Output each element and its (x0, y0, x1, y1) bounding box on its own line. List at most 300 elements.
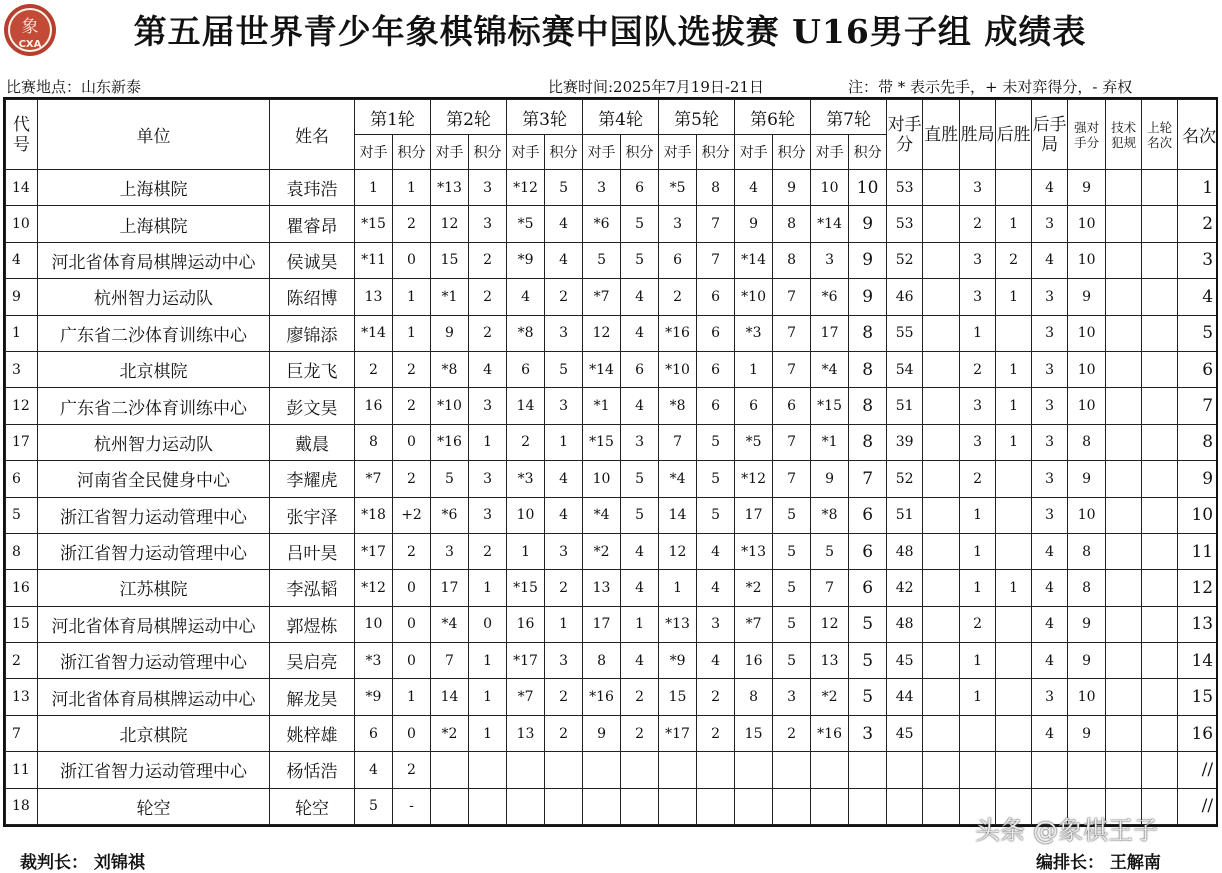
round-1-points: 1 (393, 279, 431, 315)
round-1-points: 2 (393, 388, 431, 424)
header-round-5: 第5轮 (659, 100, 735, 135)
round-5-opponent: *10 (659, 351, 697, 387)
player-name: 彭文昊 (270, 388, 355, 424)
back-wins: 1 (996, 424, 1032, 460)
player-code: 10 (6, 206, 38, 242)
round-5-points: 7 (697, 242, 735, 278)
header-back-wins: 后胜 (996, 100, 1032, 170)
cxa-logo (3, 3, 57, 57)
round-4-points: 1 (621, 606, 659, 642)
header-round-3: 第3轮 (507, 100, 583, 135)
technical-foul (1106, 388, 1142, 424)
round-1-points: +2 (393, 497, 431, 533)
round-7-opponent: *14 (811, 206, 849, 242)
wins: 3 (960, 242, 996, 278)
last-round-rank (1142, 533, 1178, 569)
round-5-points (697, 788, 735, 824)
round-6-points: 2 (773, 715, 811, 751)
round-5-points: 2 (697, 715, 735, 751)
round-5-opponent: 2 (659, 279, 697, 315)
back-games: 3 (1032, 461, 1068, 497)
round-6-points: 7 (773, 351, 811, 387)
back-games: 4 (1032, 170, 1068, 206)
table-row (6, 752, 1219, 788)
round-2-opponent: *13 (431, 170, 469, 206)
technical-foul (1106, 752, 1142, 788)
round-5-opponent: *4 (659, 461, 697, 497)
round-1-opponent: *14 (355, 315, 393, 351)
round-3-points: 1 (545, 606, 583, 642)
wins: 3 (960, 279, 996, 315)
technical-foul (1106, 279, 1142, 315)
player-code: 12 (6, 388, 38, 424)
round-6-points: 9 (773, 170, 811, 206)
round-2-opponent: *1 (431, 279, 469, 315)
round-2-opponent: *16 (431, 424, 469, 460)
wins: 1 (960, 679, 996, 715)
back-games: 4 (1032, 242, 1068, 278)
round-3-opponent: 6 (507, 351, 545, 387)
header-foul: 技术犯规 (1106, 100, 1142, 170)
round-1-points: 0 (393, 715, 431, 751)
round-1-points: 0 (393, 242, 431, 278)
player-unit: 浙江省智力运动管理中心 (38, 497, 270, 533)
strong-opponent-score: 9 (1068, 170, 1106, 206)
round-4-opponent: 8 (583, 643, 621, 679)
strong-opponent-score: 10 (1068, 206, 1106, 242)
player-unit: 河北省体育局棋牌运动中心 (38, 242, 270, 278)
header-back-games: 后手局 (1032, 100, 1068, 170)
results-table-container (3, 97, 1218, 827)
round-6-opponent: 8 (735, 679, 773, 715)
back-games: 3 (1032, 315, 1068, 351)
round-6-opponent: *2 (735, 570, 773, 606)
round-1-opponent: *15 (355, 206, 393, 242)
round-2-opponent: *6 (431, 497, 469, 533)
technical-foul (1106, 206, 1142, 242)
back-wins (996, 315, 1032, 351)
player-unit: 河南省全民健身中心 (38, 461, 270, 497)
round-6-opponent: *3 (735, 315, 773, 351)
technical-foul (1106, 351, 1142, 387)
final-rank: 12 (1178, 570, 1218, 606)
strong-opponent-score (1068, 752, 1106, 788)
round-6-points (773, 752, 811, 788)
round-3-points: 5 (545, 351, 583, 387)
round-7-points: 7 (849, 461, 887, 497)
last-round-rank (1142, 424, 1178, 460)
player-name: 侯诚昊 (270, 242, 355, 278)
round-4-points: 4 (621, 533, 659, 569)
last-round-rank (1142, 461, 1178, 497)
player-unit: 轮空 (38, 788, 270, 824)
direct-wins (923, 315, 960, 351)
round-1-opponent: 16 (355, 388, 393, 424)
table-row (6, 242, 1219, 278)
last-round-rank (1142, 679, 1178, 715)
round-3-opponent: 13 (507, 715, 545, 751)
round-6-points: 8 (773, 206, 811, 242)
round-4-points: 5 (621, 242, 659, 278)
round-5-opponent: *8 (659, 388, 697, 424)
direct-wins (923, 752, 960, 788)
table-row (6, 606, 1219, 642)
round-2-opponent: 12 (431, 206, 469, 242)
round-4-opponent: *1 (583, 388, 621, 424)
header-r2-opp: 对手 (431, 135, 469, 170)
round-6-points: 7 (773, 279, 811, 315)
round-5-opponent: *13 (659, 606, 697, 642)
round-6-points: 8 (773, 242, 811, 278)
opponent-score: 54 (887, 351, 923, 387)
wins: 1 (960, 533, 996, 569)
strong-opponent-score: 9 (1068, 715, 1106, 751)
back-games: 3 (1032, 424, 1068, 460)
round-4-points: 5 (621, 206, 659, 242)
round-3-points: 3 (545, 315, 583, 351)
header-last-rank: 上轮名次 (1142, 100, 1178, 170)
player-code: 18 (6, 788, 38, 824)
back-games: 4 (1032, 570, 1068, 606)
round-2-points: 2 (469, 315, 507, 351)
final-rank: 16 (1178, 715, 1218, 751)
round-7-points: 8 (849, 351, 887, 387)
round-4-opponent: *15 (583, 424, 621, 460)
watermark: 头条 @象棋王子 (975, 816, 1158, 845)
round-1-opponent: 10 (355, 606, 393, 642)
round-7-opponent (811, 752, 849, 788)
round-3-opponent: *17 (507, 643, 545, 679)
direct-wins (923, 788, 960, 824)
opponent-score: 51 (887, 497, 923, 533)
last-round-rank (1142, 170, 1178, 206)
round-1-points: 0 (393, 424, 431, 460)
round-1-opponent: *7 (355, 461, 393, 497)
last-round-rank (1142, 315, 1178, 351)
back-wins: 1 (996, 351, 1032, 387)
player-unit: 北京棋院 (38, 715, 270, 751)
header-round-2: 第2轮 (431, 100, 507, 135)
opponent-score: 45 (887, 643, 923, 679)
player-name: 郭煜栋 (270, 606, 355, 642)
round-4-opponent: *4 (583, 497, 621, 533)
round-1-opponent: *18 (355, 497, 393, 533)
header-opp-score: 对手分 (887, 100, 923, 170)
player-code: 5 (6, 497, 38, 533)
round-7-points: 5 (849, 679, 887, 715)
round-2-opponent: 14 (431, 679, 469, 715)
round-2-points: 3 (469, 170, 507, 206)
round-1-opponent: *3 (355, 643, 393, 679)
round-2-opponent: *10 (431, 388, 469, 424)
round-7-points (849, 752, 887, 788)
round-5-opponent: 12 (659, 533, 697, 569)
player-code: 16 (6, 570, 38, 606)
round-6-points: 5 (773, 606, 811, 642)
round-5-opponent (659, 788, 697, 824)
round-5-opponent: *5 (659, 170, 697, 206)
table-row (6, 388, 1219, 424)
round-6-opponent: 6 (735, 388, 773, 424)
round-3-opponent: 2 (507, 424, 545, 460)
round-7-points: 8 (849, 424, 887, 460)
round-2-points (469, 752, 507, 788)
header-r5-opp: 对手 (659, 135, 697, 170)
round-5-points: 4 (697, 533, 735, 569)
round-6-opponent: 15 (735, 715, 773, 751)
header-round-7: 第7轮 (811, 100, 887, 135)
table-row (6, 643, 1219, 679)
header-r6-opp: 对手 (735, 135, 773, 170)
round-3-opponent: 1 (507, 533, 545, 569)
round-6-points (773, 788, 811, 824)
player-name: 轮空 (270, 788, 355, 824)
player-unit: 江苏棋院 (38, 570, 270, 606)
table-row (6, 206, 1219, 242)
round-5-points: 4 (697, 570, 735, 606)
wins: 3 (960, 170, 996, 206)
technical-foul (1106, 315, 1142, 351)
round-6-opponent (735, 788, 773, 824)
strong-opponent-score: 9 (1068, 606, 1106, 642)
svg-text:象: 象 (21, 17, 39, 37)
round-2-points: 2 (469, 279, 507, 315)
chief-scheduler: 编排长： 王解南 (1036, 853, 1161, 873)
header-r3-pts: 积分 (545, 135, 583, 170)
round-3-points: 3 (545, 388, 583, 424)
direct-wins (923, 715, 960, 751)
strong-opponent-score: 8 (1068, 570, 1106, 606)
back-games: 4 (1032, 715, 1068, 751)
round-4-opponent: *14 (583, 351, 621, 387)
table-row (6, 497, 1219, 533)
round-3-opponent: 4 (507, 279, 545, 315)
back-wins (996, 752, 1032, 788)
round-2-opponent: 15 (431, 242, 469, 278)
player-code: 1 (6, 315, 38, 351)
technical-foul (1106, 424, 1142, 460)
header-r5-pts: 积分 (697, 135, 735, 170)
round-6-opponent: 17 (735, 497, 773, 533)
table-row (6, 679, 1219, 715)
round-2-opponent (431, 752, 469, 788)
round-1-opponent: 2 (355, 351, 393, 387)
round-2-opponent: 9 (431, 315, 469, 351)
wins: 2 (960, 461, 996, 497)
round-2-points: 1 (469, 424, 507, 460)
round-1-points: 0 (393, 570, 431, 606)
last-round-rank (1142, 643, 1178, 679)
round-3-opponent (507, 788, 545, 824)
round-7-opponent: 17 (811, 315, 849, 351)
player-name: 解龙昊 (270, 679, 355, 715)
player-unit: 浙江省智力运动管理中心 (38, 643, 270, 679)
round-5-points: 8 (697, 170, 735, 206)
round-6-opponent: 16 (735, 643, 773, 679)
round-5-opponent: *17 (659, 715, 697, 751)
round-3-points: 1 (545, 424, 583, 460)
round-1-opponent: 1 (355, 170, 393, 206)
final-rank: 14 (1178, 643, 1218, 679)
back-games: 3 (1032, 497, 1068, 533)
last-round-rank (1142, 242, 1178, 278)
header-round-1: 第1轮 (355, 100, 431, 135)
round-5-opponent: 1 (659, 570, 697, 606)
wins (960, 752, 996, 788)
round-6-opponent (735, 752, 773, 788)
round-7-points: 6 (849, 533, 887, 569)
direct-wins (923, 679, 960, 715)
technical-foul (1106, 606, 1142, 642)
round-7-opponent: 10 (811, 170, 849, 206)
wins: 2 (960, 206, 996, 242)
round-7-opponent: 7 (811, 570, 849, 606)
round-1-opponent: 8 (355, 424, 393, 460)
round-3-points: 4 (545, 461, 583, 497)
player-code: 8 (6, 533, 38, 569)
round-7-opponent (811, 788, 849, 824)
round-6-points: 5 (773, 643, 811, 679)
round-1-points: 2 (393, 461, 431, 497)
wins (960, 715, 996, 751)
player-code: 7 (6, 715, 38, 751)
direct-wins (923, 570, 960, 606)
strong-opponent-score: 10 (1068, 315, 1106, 351)
round-2-points: 4 (469, 351, 507, 387)
direct-wins (923, 351, 960, 387)
date-info: 比赛时间:2025年7月19日-21日 (548, 78, 765, 96)
round-4-opponent: 10 (583, 461, 621, 497)
round-3-opponent: *9 (507, 242, 545, 278)
round-6-points: 7 (773, 315, 811, 351)
wins: 3 (960, 424, 996, 460)
last-round-rank (1142, 715, 1178, 751)
round-4-points: 4 (621, 643, 659, 679)
round-7-opponent: *2 (811, 679, 849, 715)
player-code: 15 (6, 606, 38, 642)
wins: 1 (960, 570, 996, 606)
final-rank: 4 (1178, 279, 1218, 315)
round-5-opponent: *9 (659, 643, 697, 679)
round-5-points: 5 (697, 497, 735, 533)
round-5-opponent: 14 (659, 497, 697, 533)
back-wins: 1 (996, 388, 1032, 424)
header-r7-pts: 积分 (849, 135, 887, 170)
round-7-opponent: *8 (811, 497, 849, 533)
direct-wins (923, 170, 960, 206)
round-7-points: 3 (849, 715, 887, 751)
header-rank: 名次 (1178, 100, 1218, 170)
round-3-points: 2 (545, 570, 583, 606)
round-3-points: 2 (545, 715, 583, 751)
round-5-points: 3 (697, 606, 735, 642)
round-5-points: 2 (697, 679, 735, 715)
round-4-points: 5 (621, 461, 659, 497)
strong-opponent-score: 10 (1068, 351, 1106, 387)
round-3-points: 3 (545, 533, 583, 569)
wins: 1 (960, 643, 996, 679)
last-round-rank (1142, 206, 1178, 242)
back-wins: 1 (996, 279, 1032, 315)
strong-opponent-score: 10 (1068, 388, 1106, 424)
final-rank: 10 (1178, 497, 1218, 533)
round-1-opponent: 13 (355, 279, 393, 315)
round-4-points: 2 (621, 715, 659, 751)
round-4-points: 4 (621, 279, 659, 315)
table-row (6, 461, 1219, 497)
table-row (6, 351, 1219, 387)
strong-opponent-score: 10 (1068, 679, 1106, 715)
round-6-opponent: 4 (735, 170, 773, 206)
player-unit: 杭州智力运动队 (38, 424, 270, 460)
direct-wins (923, 461, 960, 497)
strong-opponent-score: 9 (1068, 461, 1106, 497)
back-games: 3 (1032, 206, 1068, 242)
player-name: 张宇泽 (270, 497, 355, 533)
table-row (6, 570, 1219, 606)
round-2-opponent (431, 788, 469, 824)
round-3-points: 2 (545, 679, 583, 715)
round-7-points: 6 (849, 497, 887, 533)
round-5-points (697, 752, 735, 788)
player-unit: 浙江省智力运动管理中心 (38, 533, 270, 569)
round-4-points: 6 (621, 170, 659, 206)
back-wins: 1 (996, 570, 1032, 606)
round-5-points: 5 (697, 424, 735, 460)
opponent-score: 55 (887, 315, 923, 351)
round-3-opponent: *8 (507, 315, 545, 351)
last-round-rank (1142, 279, 1178, 315)
back-games: 3 (1032, 679, 1068, 715)
round-2-points: 2 (469, 533, 507, 569)
round-4-opponent: *7 (583, 279, 621, 315)
round-3-opponent (507, 752, 545, 788)
technical-foul (1106, 570, 1142, 606)
round-1-points: - (393, 788, 431, 824)
round-2-points: 1 (469, 570, 507, 606)
round-4-points: 4 (621, 388, 659, 424)
round-4-opponent: 5 (583, 242, 621, 278)
back-wins: 2 (996, 242, 1032, 278)
round-2-opponent: *2 (431, 715, 469, 751)
round-7-opponent: 9 (811, 461, 849, 497)
opponent-score: 51 (887, 388, 923, 424)
round-1-points: 1 (393, 170, 431, 206)
round-6-opponent: *12 (735, 461, 773, 497)
table-row (6, 315, 1219, 351)
round-4-points: 4 (621, 570, 659, 606)
round-3-opponent: *3 (507, 461, 545, 497)
round-6-points: 6 (773, 388, 811, 424)
round-6-opponent: 9 (735, 206, 773, 242)
table-row (6, 170, 1219, 206)
wins: 2 (960, 351, 996, 387)
round-4-points: 5 (621, 497, 659, 533)
back-games: 4 (1032, 643, 1068, 679)
round-4-opponent: *16 (583, 679, 621, 715)
player-name: 吴启亮 (270, 643, 355, 679)
player-unit: 广东省二沙体育训练中心 (38, 388, 270, 424)
round-3-points: 2 (545, 279, 583, 315)
round-1-points: 0 (393, 606, 431, 642)
direct-wins (923, 424, 960, 460)
round-2-opponent: 7 (431, 643, 469, 679)
direct-wins (923, 388, 960, 424)
round-5-points: 6 (697, 351, 735, 387)
back-wins (996, 643, 1032, 679)
player-unit: 河北省体育局棋牌运动中心 (38, 606, 270, 642)
round-2-points: 1 (469, 715, 507, 751)
